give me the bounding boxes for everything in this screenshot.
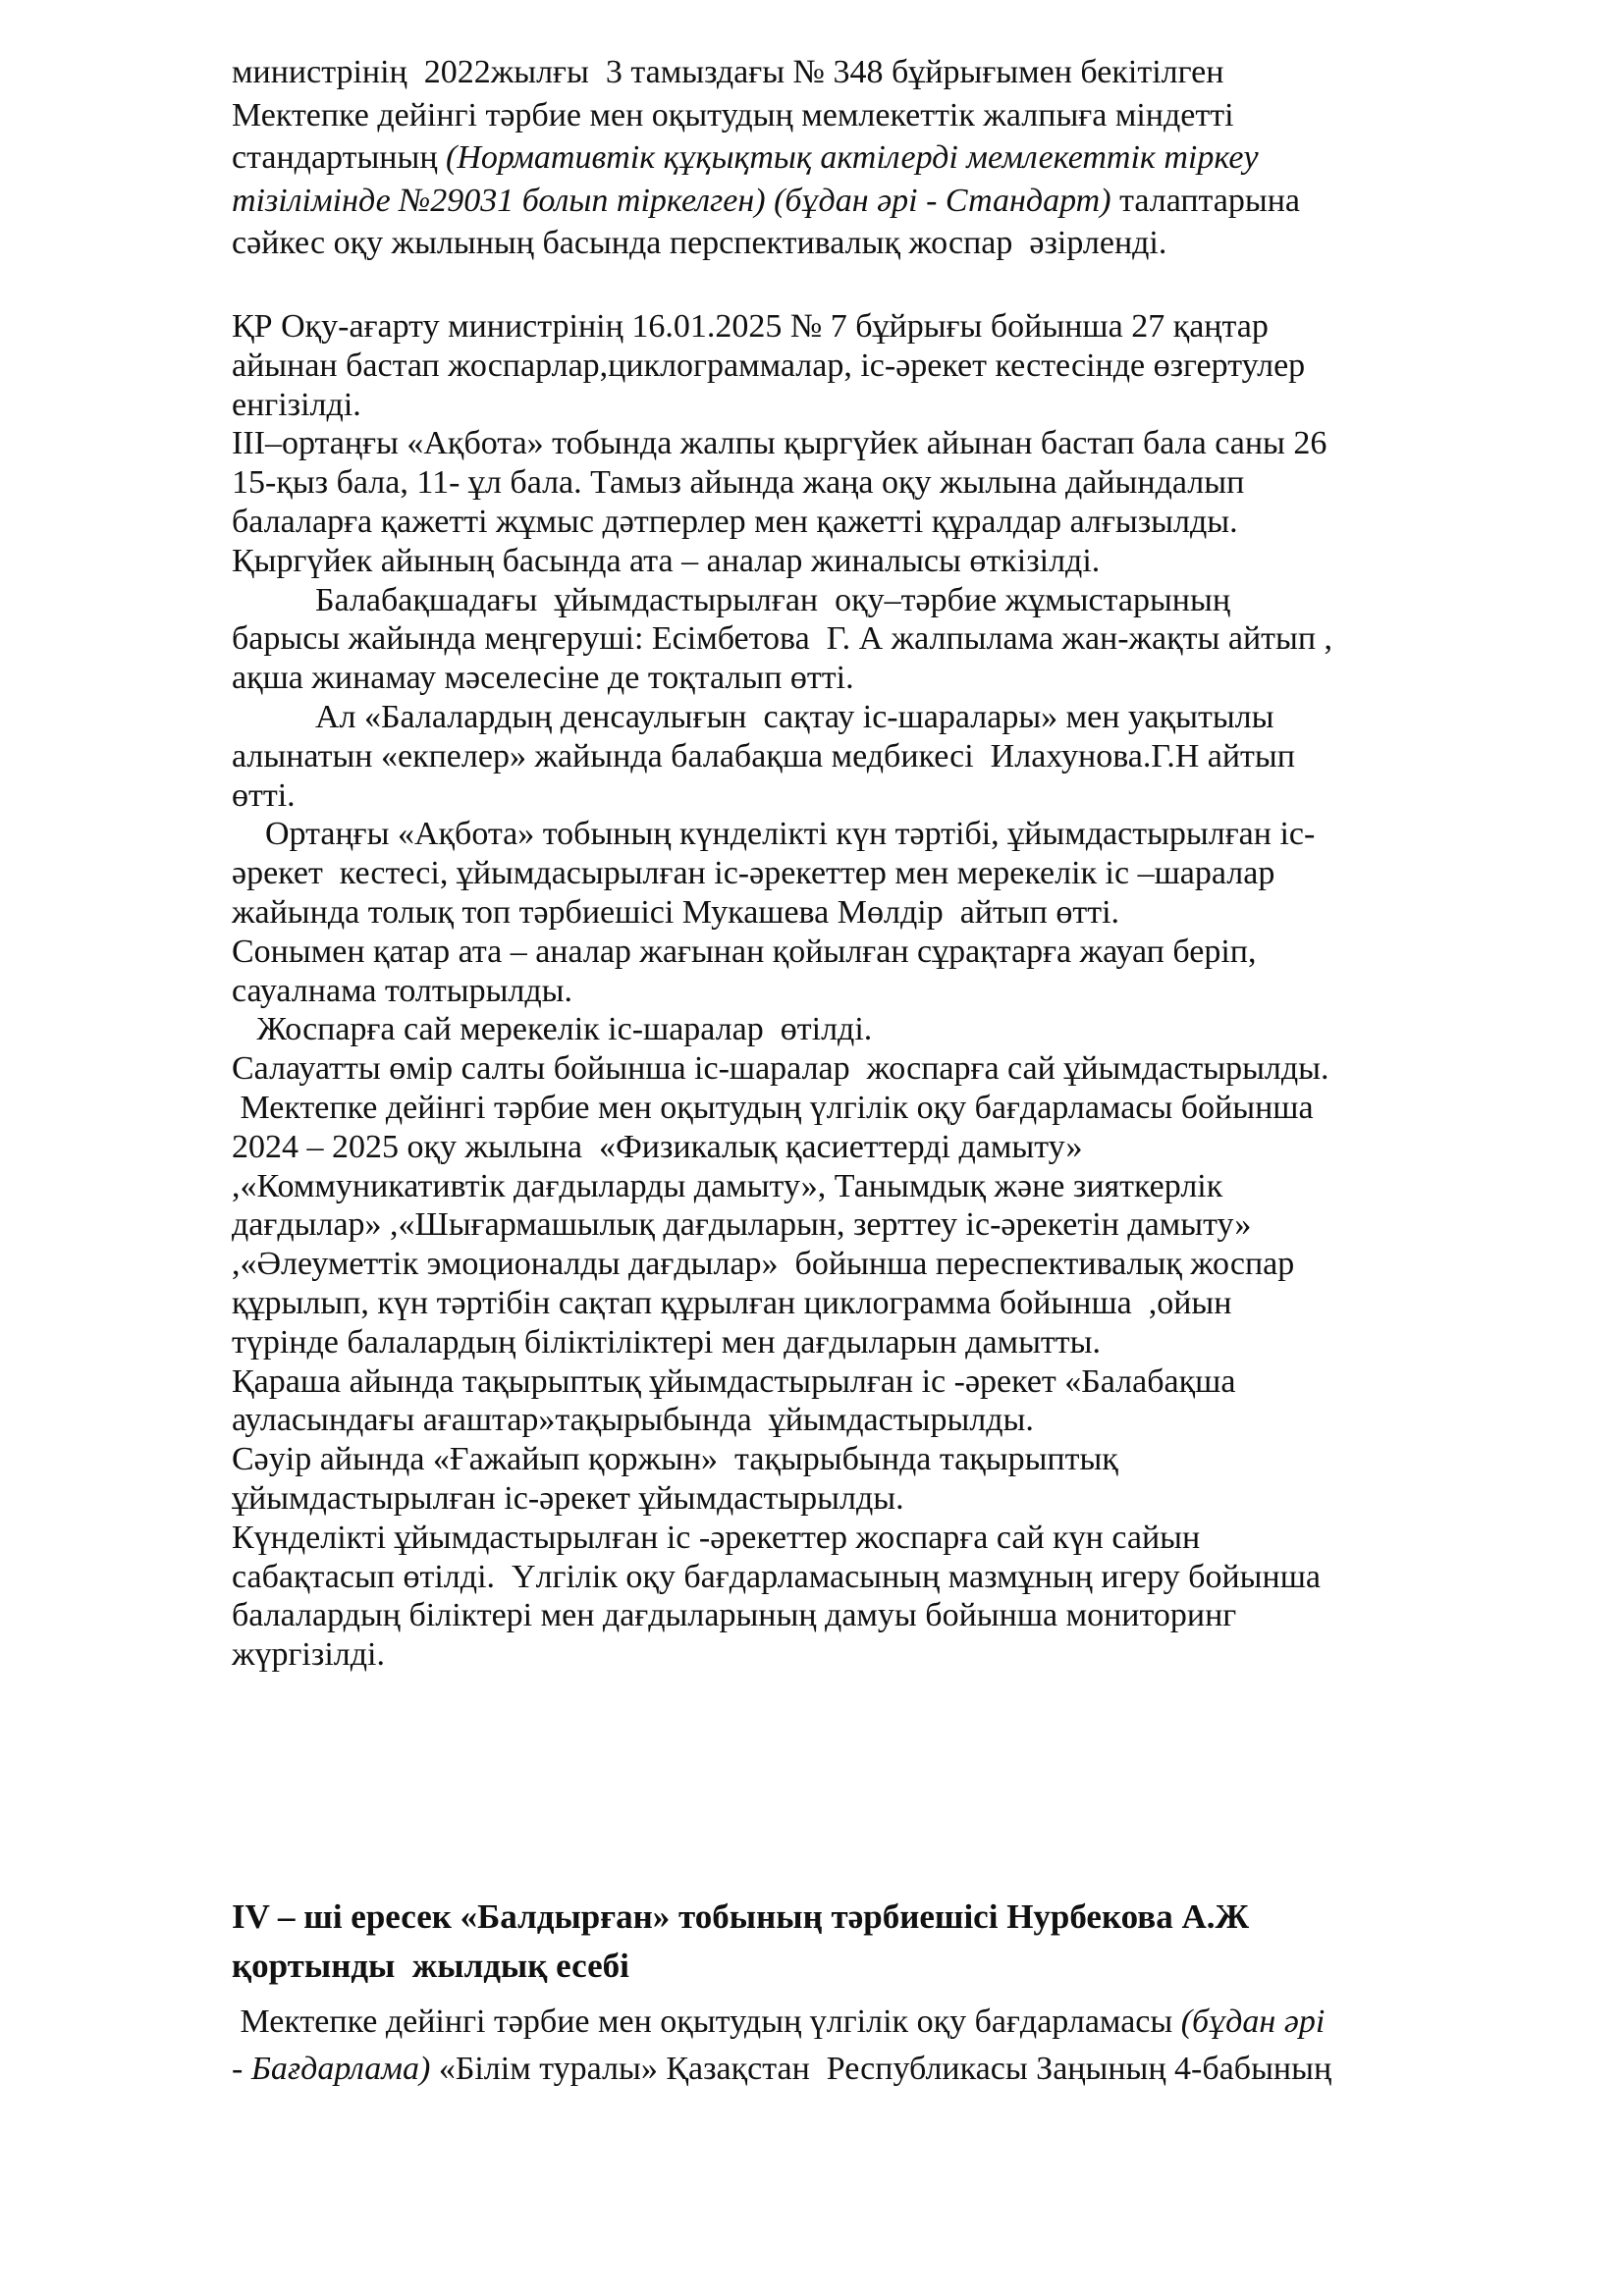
text-line: ақша жинамау мәселесіне де тоқталып өтті. <box>232 660 854 697</box>
text-line <box>232 1999 1538 2046</box>
text-line: айынан бастап жоспарлар,циклограммалар, іс-әрекет кестесінде өзгертулер <box>232 347 1306 384</box>
text-line: сауалнама толтырылды. <box>232 972 573 1009</box>
text-run: - Бағдарлама) <box>232 2051 431 2087</box>
text-line: түрінде балалардың біліктіліктері мен дағдыларын дамытты. <box>232 1323 1101 1361</box>
text-line: Сәуір айында «Ғажайып қоржын» тақырыбында тақырыптық <box>232 1441 1118 1478</box>
text-line: барысы жайында меңгеруші: Есімбетова Г. А жалпылама жан-жақты айтып , <box>232 620 1333 658</box>
text-line: сабақтасып өтілді. Үлгілік оқу бағдарламасының мазмұның игеру бойынша <box>232 1558 1321 1595</box>
text-line <box>232 136 1538 180</box>
text-line: жүргізілді. <box>232 1636 385 1674</box>
text-run: Мектепке дейінгі тәрбие мен оқытудың мемлекеттік жалпыға міндетті <box>232 96 1234 133</box>
text-line: Ал «Балалардың денсаулығын сақтау іс-шаралары» мен уақытылы <box>232 698 1274 735</box>
text-line: Қыргүйек айының басында ата – аналар жиналысы өткізілді. <box>232 542 1101 579</box>
text-run: (Нормативтік құқықтық актілерді мемлекеттік тіркеу <box>446 139 1259 176</box>
text-line: ҚР Оқу-ағарту министрінің 16.01.2025 № 7 бұйрығы бойынша 27 қаңтар <box>232 308 1269 345</box>
text-line: ауласындағы ағаштар»тақырыбында ұйымдастырылды. <box>232 1402 1034 1439</box>
text-run: тізілімінде №29031 болып тіркелген) (бұдан әрі - Стандарт) <box>232 182 1111 219</box>
text-line: Ортаңғы «Ақбота» тобының күнделікті күн тәртібі, ұйымдастырылған іс- <box>232 816 1316 853</box>
text-line: ,«Әлеуметтік эмоционалды дағдылар» бойынша переспективалық жоспар <box>232 1246 1295 1283</box>
section-heading <box>232 1893 1538 1991</box>
text-line: балалардың біліктері мен дағдыларының дамуы бойынша мониторинг <box>232 1597 1237 1634</box>
text-run: Мектепке дейінгі тәрбие мен оқытудың үлгілік оқу бағдарламасы <box>232 2003 1181 2040</box>
text-line: жайында толық топ тәрбиешісі Мукашева Мөлдір айтып өтті. <box>232 893 1120 931</box>
text-run: министрінің 2022жылғы 3 тамыздағы № 348 бұйрығымен бекітілген <box>232 54 1224 90</box>
heading-line: қортынды жылдық есебі <box>232 1947 629 1985</box>
text-line: өтті. <box>232 776 296 814</box>
text-run: талаптарына <box>1110 182 1301 219</box>
text-line: ІІІ–ортаңғы «Ақбота» тобында жалпы қыргүйек айынан бастап бала саны 26 <box>232 425 1327 462</box>
text-run: сәйкес оқу жылының басында перспективалық жоспар әзірленді. <box>232 225 1167 261</box>
text-line: Балабақшадағы ұйымдастырылған оқу–тәрбие жұмыстарының <box>232 581 1231 618</box>
text-line <box>232 180 1538 223</box>
closing-paragraph <box>232 1999 1538 2093</box>
text-line: Күнделікті ұйымдастырылған іс -әрекеттер жоспарға сай күн сайын <box>232 1519 1201 1556</box>
text-run: стандартының <box>232 139 447 176</box>
text-line <box>232 51 1538 94</box>
text-line: енгізілді. <box>232 386 361 423</box>
text-line: Жоспарға сай мерекелік іс-шаралар өтілді. <box>232 1011 873 1048</box>
intro-paragraph <box>232 51 1538 265</box>
text-line <box>232 2046 1538 2093</box>
heading-line: IV – ші ересек «Балдырған» тобының тәрбиешісі Нурбекова А.Ж <box>232 1897 1250 1936</box>
text-line: Мектепке дейінгі тәрбие мен оқытудың үлгілік оқу бағдарламасы бойынша <box>232 1089 1314 1126</box>
text-line: 15-қыз бала, 11- ұл бала. Тамыз айында жаңа оқу жылына дайындалып <box>232 464 1245 502</box>
text-run: (бұдан әрі <box>1180 2003 1326 2040</box>
text-line: әрекет кестесі, ұйымдасырылған іс-әрекеттер мен мерекелік іс –шаралар <box>232 855 1275 892</box>
text-line: Сонымен қатар ата – аналар жағынан қойылған сұрақтарға жауап беріп, <box>232 933 1257 970</box>
text-run: «Білім туралы» Қазақстан Республикасы Заңының 4-бабының <box>430 2051 1332 2087</box>
text-line: дағдылар» ,«Шығармашылық дағдыларын, зерттеу іс-әрекетін дамыту» <box>232 1206 1252 1244</box>
text-line <box>232 94 1538 137</box>
text-line: балаларға қажетті жұмыс дәтперлер мен қажетті құралдар алғызылды. <box>232 503 1238 540</box>
text-line: алынатын «екпелер» жайында балабақша медбикесі Илахунова.Г.Н айтып <box>232 737 1295 774</box>
text-line: ,«Коммуникативтік дағдыларды дамыту», Танымдық және зияткерлік <box>232 1167 1223 1204</box>
text-line: 2024 – 2025 оқу жылына «Физикалық қасиеттерді дамыту» <box>232 1128 1083 1165</box>
text-line: Салауатты өмір салты бойынша іс-шаралар жоспарға сай ұйымдастырылды. <box>232 1050 1329 1088</box>
text-line <box>232 222 1538 265</box>
text-line: ұйымдастырылған іс-әрекет ұйымдастырылды. <box>232 1479 904 1517</box>
text-line: Қараша айында тақырыптық ұйымдастырылған іс -әрекет «Балабақша <box>232 1362 1236 1400</box>
text-line: құрылып, күн тәртібін сақтап құрылған циклограмма бойынша ,ойын <box>232 1284 1232 1321</box>
report-body <box>232 307 1538 1675</box>
